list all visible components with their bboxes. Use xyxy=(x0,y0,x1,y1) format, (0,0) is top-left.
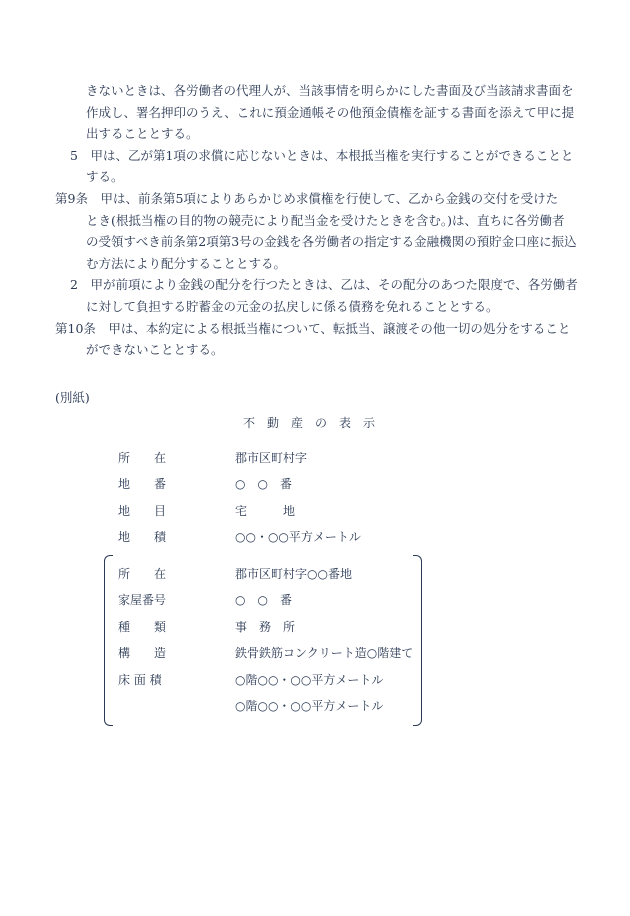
row-label: 種 類 xyxy=(118,619,167,634)
body-line: 出することとする。 xyxy=(86,126,199,142)
body-line: 2 甲が前項により金銭の配分を行つたときは、乙は、その配分のあつた限度で、各労働者 xyxy=(70,277,578,293)
property-row xyxy=(118,445,630,472)
property-row xyxy=(118,471,630,498)
body-line: とき(根抵当権の目的物の競売により配当金を受けたときを含む。)は、直ちに各労働者 xyxy=(86,212,565,228)
body-line: む方法により配分することとする。 xyxy=(86,255,287,271)
body-line: に対して負担する貯蓄金の元金の払戻しに係る債務を免れることとする。 xyxy=(86,298,499,314)
row-value: ○○・○○平方メートル xyxy=(235,530,361,544)
property-section xyxy=(0,410,630,726)
body-line: 第10条 甲は、本約定による根抵当権について、転抵当、譲渡その他一切の処分をすること xyxy=(55,320,571,336)
row-value: 事 務 所 xyxy=(235,619,296,634)
row-value: 宅 地 xyxy=(235,503,296,518)
row-label: 所 在 xyxy=(118,450,167,465)
body-line: する。 xyxy=(86,169,124,185)
attachment-label: (別紙) xyxy=(55,390,90,405)
body-line: の受領すべき前条第2項第3号の金銭を各労働者の指定する金融機関の預貯金口座に振込 xyxy=(86,234,577,250)
row-value: ○ ○ 番 xyxy=(235,593,292,607)
row-value: ○ ○ 番 xyxy=(235,477,292,491)
row-label xyxy=(118,693,235,720)
row-label: 所 在 xyxy=(118,566,167,581)
property-row xyxy=(118,640,422,667)
property-title: 不 動 産 の 表 示 xyxy=(243,416,376,430)
property-row xyxy=(118,587,422,614)
row-label: 構 造 xyxy=(118,646,167,660)
row-value: ○階○○・○○平方メートル xyxy=(235,672,384,687)
row-value: 郡市区町村字 xyxy=(235,450,308,465)
building-bracket-left xyxy=(104,555,113,726)
row-label: 地 目 xyxy=(118,503,167,518)
property-row xyxy=(118,667,422,694)
property-row xyxy=(118,561,422,588)
row-value: 郡市区町村字○○番地 xyxy=(235,566,352,581)
property-row xyxy=(118,524,630,551)
row-value: ○階○○・○○平方メートル xyxy=(235,699,384,713)
row-label: 床 面 積 xyxy=(118,672,162,687)
property-row xyxy=(118,693,422,720)
body-line: きないときは、各労働者の代理人が、当該事情を明らかにした書面及び当該請求書面を xyxy=(86,83,574,98)
building-description xyxy=(104,555,422,726)
body-line: 第9条 甲は、前条第5項によりあらかじめ求償権を行使して、乙から金銭の交付を受けた xyxy=(55,190,559,206)
property-row xyxy=(118,498,630,525)
body-line: 作成し、署名押印のうえ、これに預金通帳その他預金債権を証する書面を添えて甲に提 xyxy=(86,104,575,120)
contract-body xyxy=(55,80,585,361)
body-line: 5 甲は、乙が第1項の求償に応じないときは、本根抵当権を実行することができることと xyxy=(70,147,574,163)
row-label: 家屋番号 xyxy=(118,593,167,607)
body-line: ができないこととする。 xyxy=(86,342,224,358)
row-label: 地 積 xyxy=(118,530,167,544)
land-description xyxy=(0,445,630,551)
property-row xyxy=(118,614,422,641)
row-value: 鉄骨鉄筋コンクリート造○階建て xyxy=(235,646,414,660)
building-bracket-right xyxy=(413,555,422,726)
row-label: 地 番 xyxy=(118,477,167,491)
